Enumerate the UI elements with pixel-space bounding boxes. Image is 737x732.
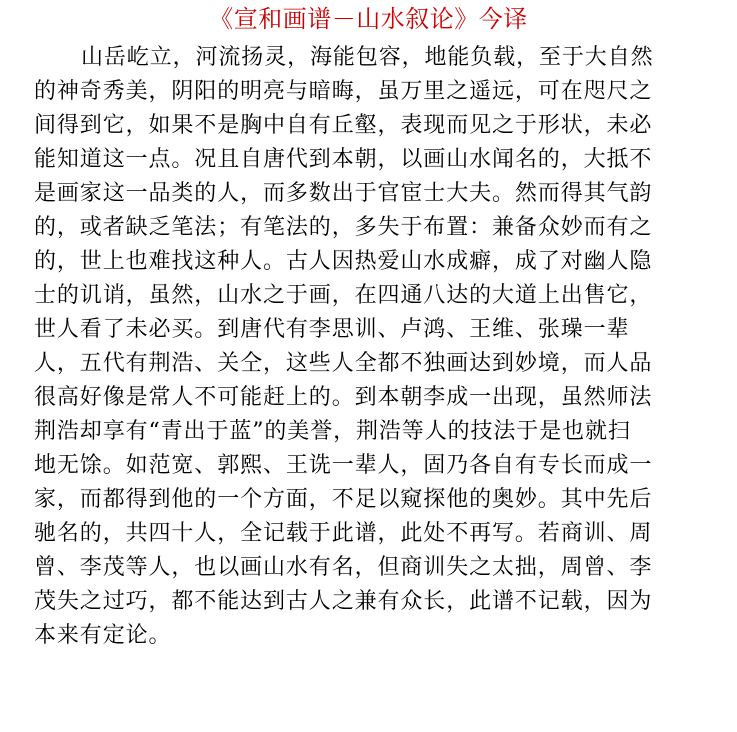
paragraph-line: 本来有定论。 [34, 623, 172, 648]
paragraph-line: 间得到它，如果不是胸中自有丘壑，表现而见之于形状，未必 [34, 113, 653, 138]
paragraph-line: 的，或者缺乏笔法；有笔法的，多失于布置：兼备众妙而有之 [34, 215, 653, 240]
paragraph-line: 茂失之过巧，都不能达到古人之兼有众长，此谱不记载，因为 [34, 589, 653, 614]
paragraph-line: 曾、李茂等人，也以画山水有名，但商训失之太拙，周曾、李 [34, 555, 653, 580]
paragraph-line: 的神奇秀美，阴阳的明亮与暗晦，虽万里之遥远，可在咫尺之 [34, 79, 653, 104]
paragraph-line: 世人看了未必买。到唐代有李思训、卢鸿、王维、张璪一辈 [34, 317, 630, 342]
paragraph-line: 驰名的，共四十人，全记载于此谱，此处不再写。若商训、周 [34, 521, 653, 546]
paragraph-line: 士的讥诮，虽然，山水之于画，在四通八达的大道上出售它， [34, 283, 653, 308]
paragraph-line: 人，五代有荆浩、关仝，这些人全都不独画达到妙境，而人品 [34, 351, 653, 376]
paragraph-line: 很高好像是常人不可能赶上的。到本朝李成一出现，虽然师法 [34, 385, 653, 410]
paragraph-line: 荆浩却享有“青出于蓝”的美誉，荆浩等人的技法于是也就扫 [34, 419, 631, 444]
paragraph-line: 的，世上也难找这种人。古人因热爱山水成癖，成了对幽人隐 [34, 249, 653, 274]
paragraph-line: 山岳屹立，河流扬灵，海能包容，地能负载，至于大自然 [81, 45, 654, 70]
document-body [34, 41, 714, 653]
document-title: 《宣和画谱－山水叙论》今译 [209, 5, 528, 33]
paragraph-line: 能知道这一点。况且自唐代到本朝，以画山水闻名的，大抵不 [34, 147, 653, 172]
paragraph-line: 是画家这一品类的人，而多数出于官宦士大夫。然而得其气韵 [34, 181, 653, 206]
paragraph-line: 家，而都得到他的一个方面，不足以窥探他的奥妙。其中先后 [34, 487, 653, 512]
paragraph-line: 地无馀。如范宽、郭熙、王诜一辈人，固乃各自有专长而成一 [34, 453, 653, 478]
